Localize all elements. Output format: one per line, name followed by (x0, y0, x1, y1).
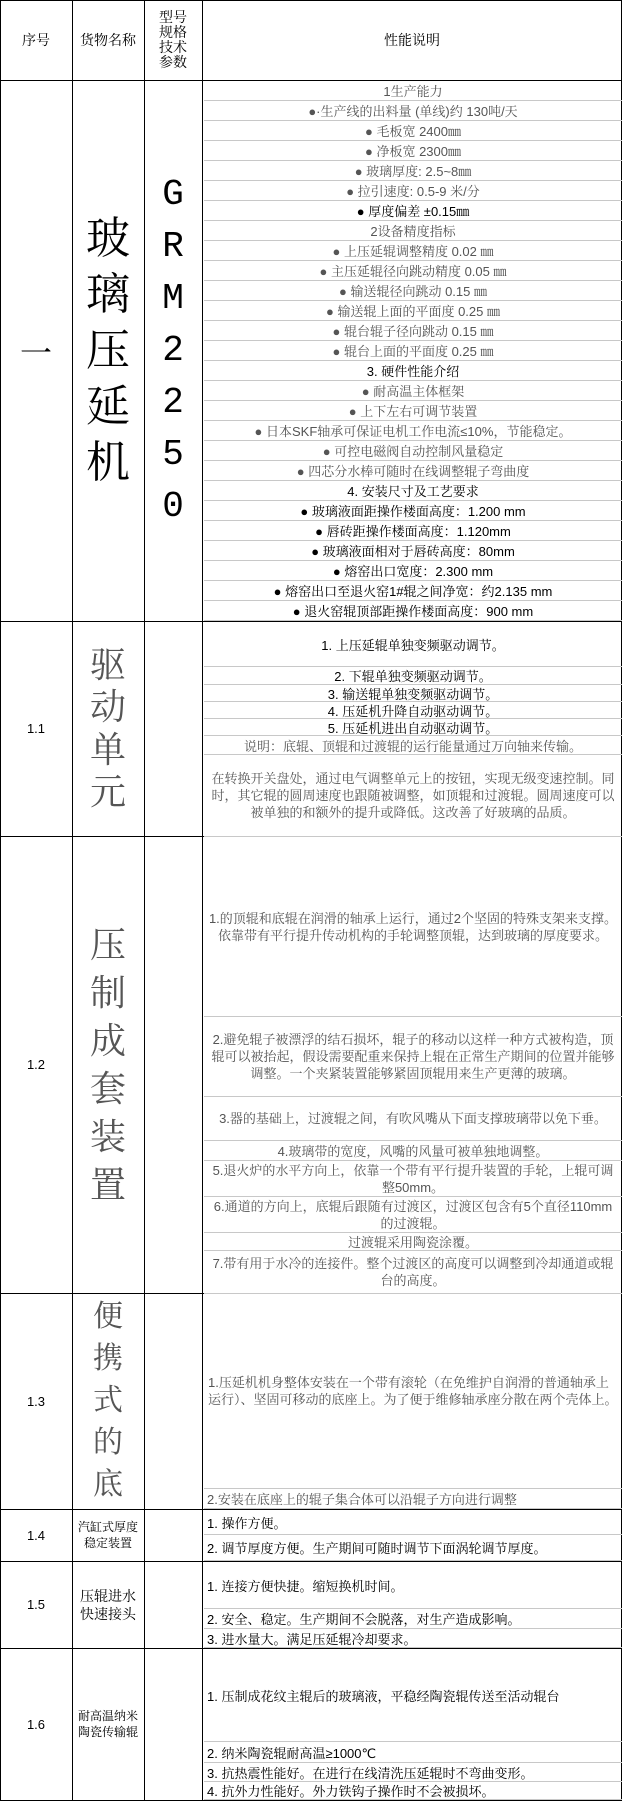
header-model-line: 参数 (159, 54, 187, 70)
section-name-text: 压制成套装置 (89, 923, 126, 1205)
performance-line: ● 上下左右可调节装置 (204, 401, 622, 421)
performance-line: ● 玻璃厚度: 2.5~8㎜ (204, 161, 622, 181)
performance-line: 2. 安全、稳定。生产期间不会脱落，对生产造成影响。 (204, 1609, 622, 1629)
performance-line: 2. 下辊单独变频驱动调节。 (204, 667, 622, 685)
header-model-line: 技术 (159, 39, 187, 55)
performance-line: ● 可控电磁阀自动控制风量稳定 (204, 441, 622, 461)
performance-line: ● 耐高温主体框架 (204, 381, 622, 401)
performance-line: 过渡辊采用陶瓷涂覆。 (204, 1233, 622, 1251)
performance-line: ● 厚度偏差 ±0.15㎜ (204, 201, 622, 221)
performance-line: 1. 压制成花纹主辊后的玻璃液，平稳经陶瓷辊传送至活动辊台 (204, 1649, 622, 1742)
section-name (72, 1293, 144, 1509)
performance-line: 4. 抗外力性能好。外力铁钩子操作时不会被损坏。 (204, 1782, 622, 1800)
performance-line: 2. 纳米陶瓷辊耐高温≥1000℃ (204, 1742, 622, 1763)
grid-line (202, 0, 203, 1801)
performance-line: 1. 操作方便。 (204, 1510, 622, 1535)
performance-line: 在转换开关盘处，通过电气调整单元上的按钮，实现无级变速控制。同时，其它辊的圆周速度也跟随被调整，如顶辊和过渡辊。圆周速度可以被单独的和额外的提升或降低。这改善了好玻璃的品质。 (204, 755, 622, 837)
header-model-line: 型号 (159, 9, 187, 25)
performance-line: 4.玻璃带的宽度，风嘴的风量可被单独地调整。 (204, 1141, 622, 1161)
performance-line: 3. 抗热震性能好。在进行在线清洗压延辊时不弯曲变形。 (204, 1763, 622, 1782)
section-index: 1.2 (26, 1057, 46, 1072)
performance-line: 3. 硬件性能介绍 (204, 361, 622, 381)
performance-line: 6.通道的方向上，底辊后跟随有过渡区，过渡区包含有5个直径110mm的过渡辊。 (204, 1197, 622, 1233)
section-index: 1.3 (26, 1393, 46, 1409)
model-text: GRM2250 (162, 173, 184, 527)
performance-line: ● 唇砖距操作楼面高度：1.120mm (204, 521, 622, 541)
header-model-line: 规格 (159, 24, 187, 40)
section-name-text: 驱动单元 (89, 643, 126, 812)
performance-line: 2. 调节厚度方便。生产期间可随时调节下面涡轮调节厚度。 (204, 1535, 622, 1561)
section-name (72, 621, 144, 836)
performance-line: 1. 上压延辊单独变频驱动调节。 (204, 622, 622, 667)
performance-line: 3. 输送辊单独变频驱动调节。 (204, 685, 622, 702)
performance-line: ● 辊台辊子径向跳动 0.15 ㎜ (204, 321, 622, 341)
header-performance: 性能说明 (384, 32, 440, 48)
performance-line: ● 四芯分水棒可随时在线调整辊子弯曲度 (204, 461, 622, 481)
performance-line: 2.安装在底座上的辊子集合体可以沿辊子方向进行调整 (204, 1489, 622, 1509)
section-index: 1.1 (26, 721, 46, 736)
performance-line: 4. 压延机升降自动驱动调节。 (204, 702, 622, 719)
performance-line: ● 毛板宽 2400㎜ (204, 121, 622, 141)
performance-line: 5. 压延机进出自动驱动调节。 (204, 719, 622, 736)
performance-line: 说明：底辊、顶辊和过渡辊的运行能量通过万向轴来传输。 (204, 736, 622, 755)
performance-line: ● 日本SKF轴承可保证电机工作电流≤10%，节能稳定。 (204, 421, 622, 441)
performance-line: ● 熔窑出口至退火窑1#辊之间净宽：约2.135 mm (204, 581, 622, 601)
header-seq: 序号 (22, 32, 50, 48)
performance-line: ● 玻璃液面距操作楼面高度：1.200 mm (204, 501, 622, 521)
section-name (72, 80, 144, 621)
performance-line: 4. 安装尺寸及工艺要求 (204, 481, 622, 501)
header-goods-name: 货物名称 (80, 32, 136, 48)
performance-line: 1. 连接方便快捷。缩短换机时间。 (204, 1562, 622, 1609)
section-index: 一 (19, 334, 52, 371)
performance-line: 3.器的基础上，过渡辊之间，有吹风嘴从下面支撑玻璃带以免下垂。 (204, 1097, 622, 1141)
performance-line: ● 拉引速度: 0.5-9 米/分 (204, 181, 622, 201)
performance-line: 1.压延机机身整体安装在一个带有滚轮（在免维护自润滑的普通轴承上运行）、坚固可移动的底座上。为了便于维修轴承座分散在两个壳体上。 (204, 1294, 622, 1489)
section-index: 1.4 (26, 1527, 46, 1543)
performance-line: ● 辊台上面的平面度 0.25 ㎜ (204, 341, 622, 361)
performance-line: ● 熔窑出口宽度：2.300 mm (204, 561, 622, 581)
performance-line: 2.避免辊子被漂浮的结石损坏，辊子的移动以这样一种方式被构造，顶辊可以被抬起，假设需要配重来保持上辊在正常生产期间的位置并能够调整。一个夹紧装置能够紧固顶辊用来生产更薄的玻璃。 (204, 1017, 622, 1097)
performance-line: ● 玻璃液面相对于唇砖高度：80mm (204, 541, 622, 561)
performance-line: ● 退火窑辊顶部距操作楼面高度：900 mm (204, 601, 622, 621)
model-cell (144, 80, 202, 621)
header-model (144, 0, 202, 80)
section-name: 耐高温纳米陶瓷传输辊 (78, 1708, 139, 1739)
performance-line: 1生产能力 (204, 81, 622, 101)
performance-line: 1.的顶辊和底辊在润滑的轴承上运行，通过2个坚固的特殊支架来支撑。依靠带有平行提升传动机构的手轮调整顶辊，达到玻璃的厚度要求。 (204, 837, 622, 1017)
section-name: 汽缸式厚度稳定装置 (77, 1519, 138, 1550)
section-name: 压辊进水快速接头 (80, 1587, 136, 1622)
performance-line: ● 输送辊上面的平面度 0.25 ㎜ (204, 301, 622, 321)
performance-line: ● 上压延辊调整精度 0.02 ㎜ (204, 241, 622, 261)
section-index: 1.5 (26, 1597, 46, 1612)
section-name-text: 便携式的底 (93, 1300, 123, 1501)
performance-line: ● 净板宽 2300㎜ (204, 141, 622, 161)
performance-line: ● 输送辊径向跳动 0.15 ㎜ (204, 281, 622, 301)
section-name (72, 836, 144, 1293)
section-index: 1.6 (26, 1716, 46, 1732)
performance-line: 2设备精度指标 (204, 221, 622, 241)
performance-line: 5.退火炉的水平方向上，依靠一个带有平行提升装置的手轮，上辊可调整50mm。 (204, 1161, 622, 1197)
section-name-text: 玻璃压延机 (86, 213, 130, 487)
performance-line: 7.带有用于水冷的连接件。整个过渡区的高度可以调整到冷却通道或辊台的高度。 (204, 1251, 622, 1294)
performance-line: ●·生产线的出料量 (单线)约 130吨/天 (204, 101, 622, 121)
performance-line: 3. 进水量大。满足压延辊冷却要求。 (204, 1629, 622, 1648)
performance-line: ● 主压延辊径向跳动精度 0.05 ㎜ (204, 261, 622, 281)
